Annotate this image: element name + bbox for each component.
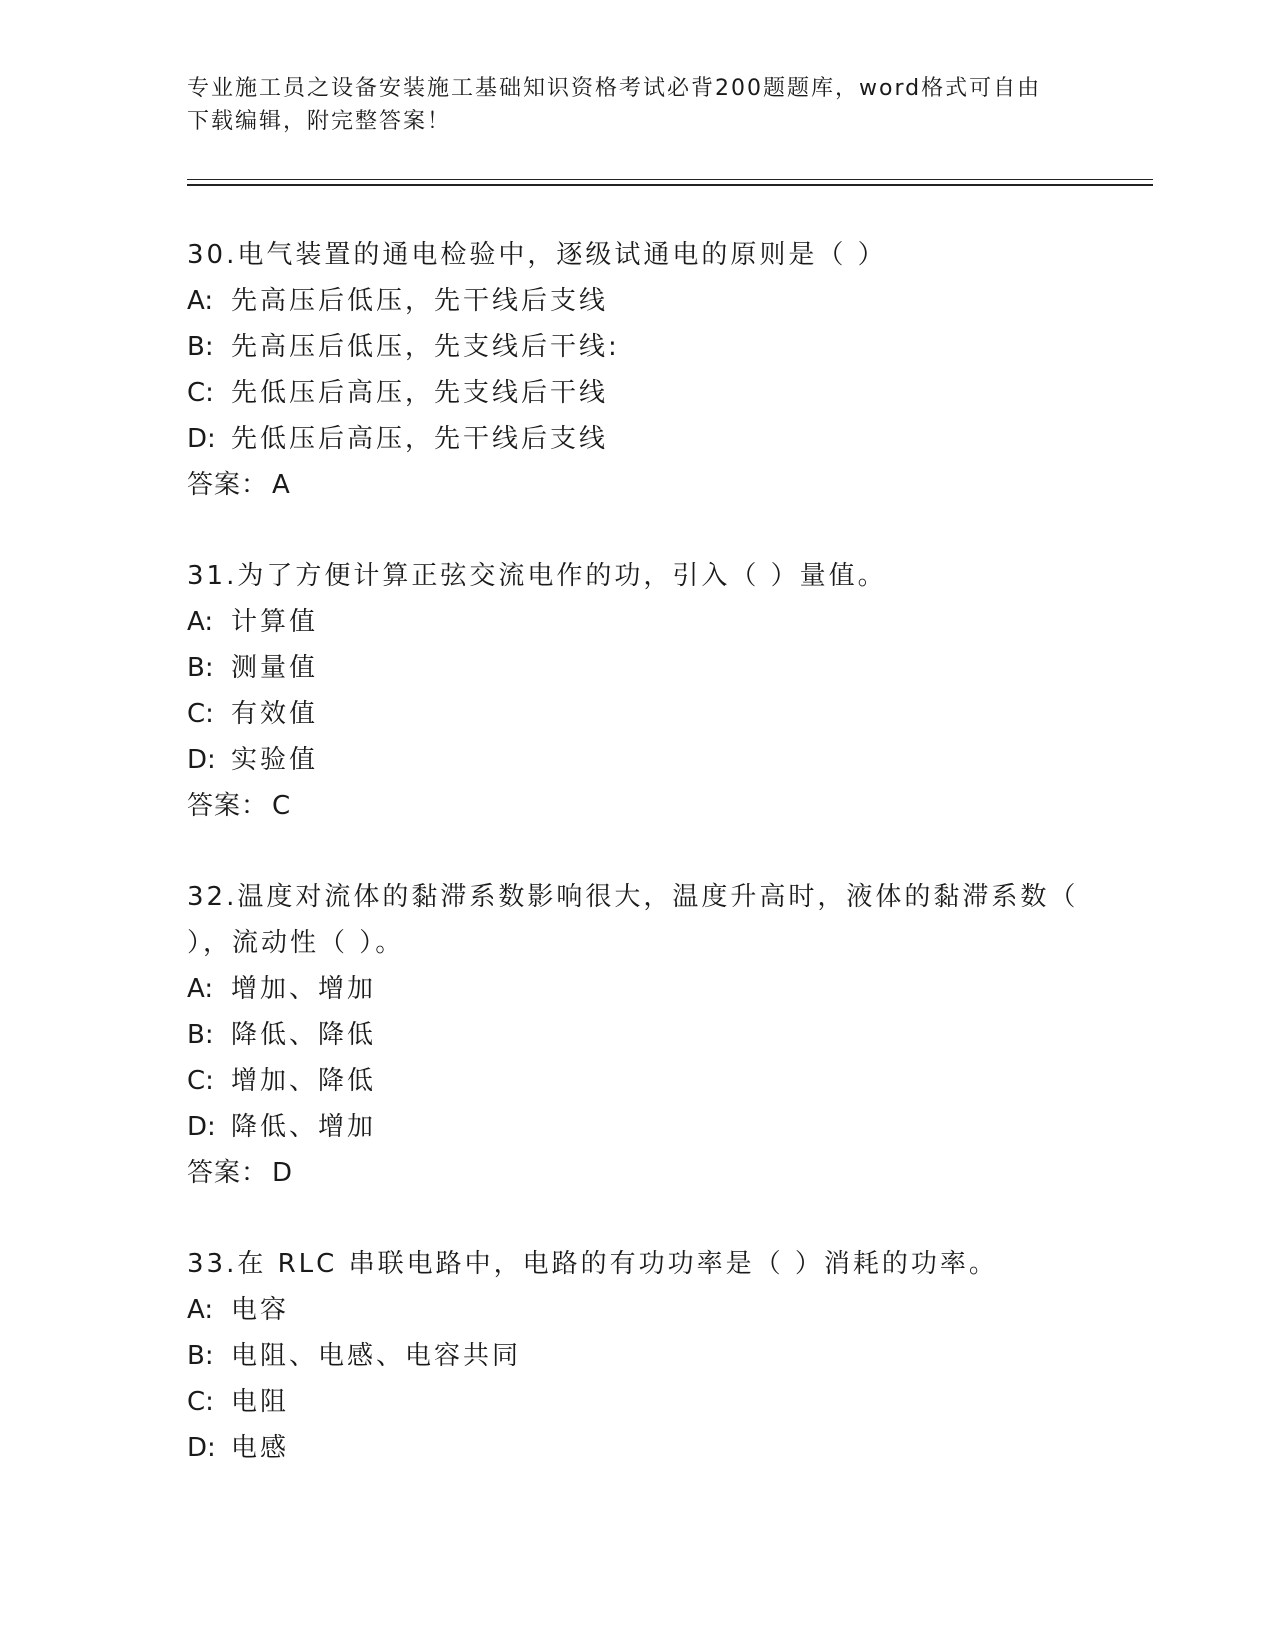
answer-value: A (272, 470, 291, 500)
option-text: 电感 (231, 1433, 290, 1463)
option-row (187, 966, 1087, 1012)
question-list (187, 232, 1087, 1516)
header-line-2: 下载编辑，附完整答案！ (187, 109, 452, 134)
option-letter: D: (187, 1112, 216, 1142)
option-text: 实验值 (231, 745, 319, 775)
option-text: 先低压后高压，先干线后支线 (231, 424, 609, 454)
question-stem: 33.在 RLC 串联电路中，电路的有功功率是（ ）消耗的功率。 (187, 1249, 998, 1279)
option-row (187, 370, 1087, 416)
answer-line (187, 462, 1087, 508)
document-header (187, 72, 1067, 138)
option-row (187, 1333, 1087, 1379)
question-block (187, 232, 1087, 508)
option-text: 增加、增加 (231, 974, 377, 1004)
answer-value: D (272, 1158, 294, 1188)
answer-label: 答案： (187, 791, 269, 821)
option-letter: D: (187, 424, 216, 454)
header-divider-thin (187, 179, 1153, 180)
option-letter: B: (187, 1341, 214, 1371)
option-row (187, 599, 1087, 645)
question-stem: ），流动性（ ）。 (187, 928, 405, 958)
option-row (187, 324, 1087, 370)
option-row (187, 691, 1087, 737)
option-letter: D: (187, 745, 216, 775)
option-row (187, 278, 1087, 324)
option-row (187, 1287, 1087, 1333)
answer-line (187, 1150, 1087, 1196)
option-text: 先低压后高压，先支线后干线 (231, 378, 609, 408)
option-letter: C: (187, 378, 214, 408)
option-letter: C: (187, 1387, 214, 1417)
option-text: 电阻、电感、电容共同 (231, 1341, 522, 1371)
option-letter: A: (187, 607, 214, 637)
question-stem: 31.为了方便计算正弦交流电作的功，引入（ ）量值。 (187, 561, 887, 591)
option-letter: B: (187, 1020, 214, 1050)
question-block (187, 1241, 1087, 1471)
option-row (187, 416, 1087, 462)
answer-label: 答案： (187, 1158, 269, 1188)
option-letter: A: (187, 974, 214, 1004)
option-letter: C: (187, 1066, 214, 1096)
option-row (187, 1379, 1087, 1425)
option-letter: A: (187, 286, 214, 316)
option-letter: B: (187, 332, 214, 362)
option-text: 降低、降低 (231, 1020, 377, 1050)
option-text: 降低、增加 (231, 1112, 377, 1142)
answer-label: 答案： (187, 470, 269, 500)
question-stem: 32.温度对流体的黏滞系数影响很大，温度升高时，液体的黏滞系数（ (187, 882, 1079, 912)
option-letter: A: (187, 1295, 214, 1325)
question-block (187, 553, 1087, 829)
answer-value: C (272, 791, 292, 821)
option-letter: B: (187, 653, 214, 683)
option-row (187, 737, 1087, 783)
option-text: 先高压后低压，先支线后干线: (231, 332, 620, 362)
option-row (187, 645, 1087, 691)
option-letter: D: (187, 1433, 216, 1463)
question-block (187, 874, 1087, 1196)
header-line-1: 专业施工员之设备安装施工基础知识资格考试必背200题题库，word格式可自由 (187, 76, 1042, 101)
header-divider-thick (187, 184, 1153, 186)
option-row (187, 1012, 1087, 1058)
option-text: 电容 (231, 1295, 290, 1325)
option-text: 先高压后低压，先干线后支线 (231, 286, 609, 316)
option-text: 有效值 (231, 699, 319, 729)
answer-line (187, 783, 1087, 829)
option-text: 电阻 (231, 1387, 290, 1417)
option-text: 测量值 (231, 653, 319, 683)
question-stem: 30.电气装置的通电检验中，逐级试通电的原则是（ ） (187, 240, 887, 270)
option-text: 计算值 (231, 607, 319, 637)
option-row (187, 1104, 1087, 1150)
option-row (187, 1058, 1087, 1104)
option-row (187, 1425, 1087, 1471)
option-text: 增加、降低 (231, 1066, 377, 1096)
option-letter: C: (187, 699, 214, 729)
